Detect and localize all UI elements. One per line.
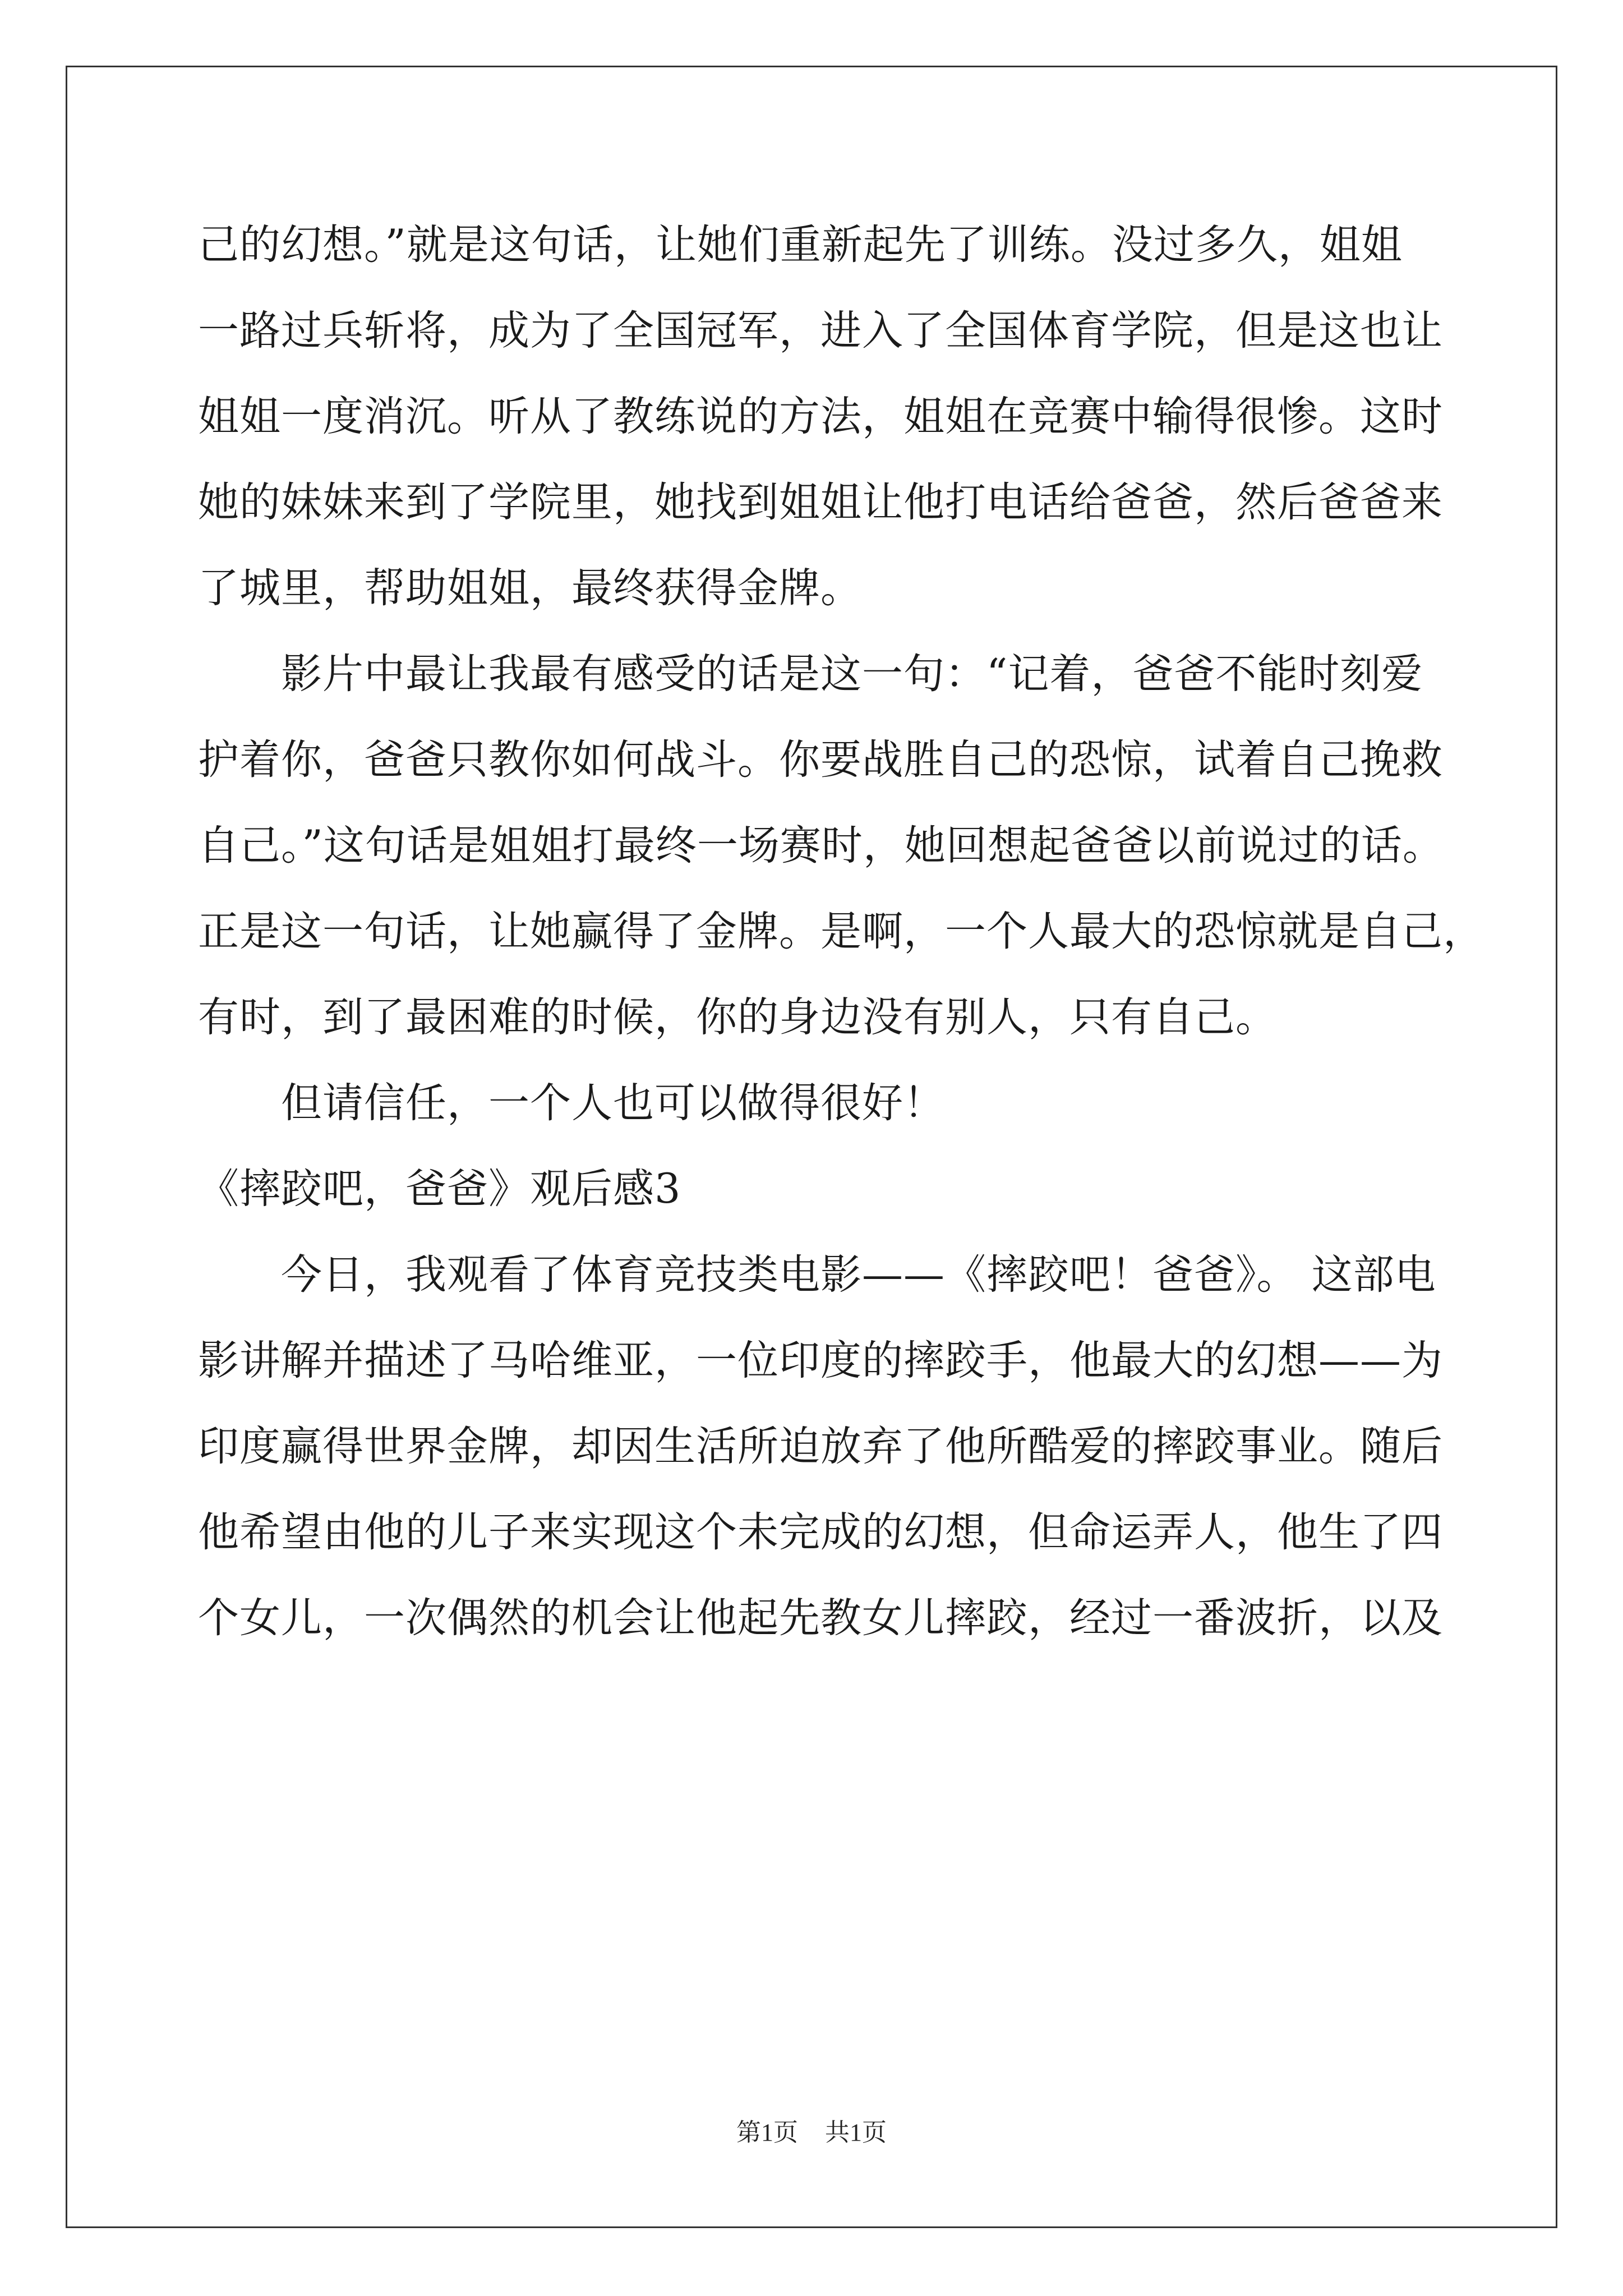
paragraph-start-line: 影片中最让我最有感受的话是这一句：“记着，爸爸不能时刻爱 (198, 650, 1423, 698)
text-line: 姐姐一度消沉。听从了教练说的方法，姐姐在竞赛中输得很惨。这时 (198, 393, 1443, 440)
text-line: 了城里，帮助姐姐，最终获得金牌。 (198, 564, 862, 612)
text-line: 正是这一句话，让她赢得了金牌。是啊，一个人最大的恐惊就是自己， (198, 908, 1484, 955)
text-line: 自己。”这句话是姐姐打最终一场赛时，她回想起爸爸以前说过的话。 (198, 822, 1444, 869)
text-line: 印度赢得世界金牌，却因生活所迫放弃了他所酷爱的摔跤事业。随后 (198, 1423, 1443, 1470)
text-line: 她的妹妹来到了学院里，她找到姐姐让他打电话给爸爸，然后爸爸来 (198, 478, 1443, 526)
text-line: 有时，到了最困难的时候，你的身边没有别人，只有自己。 (198, 993, 1277, 1041)
page-number: 第1页 (736, 2119, 798, 2146)
document-body (198, 221, 1484, 1683)
text-line: 影讲解并描述了马哈维亚，一位印度的摔跤手，他最大的幻想——为 (198, 1337, 1443, 1384)
text-line: 护着你，爸爸只教你如何战斗。你要战胜自己的恐惊，试着自己挽救 (198, 736, 1443, 784)
text-line: 他希望由他的儿子来实现这个未完成的幻想，但命运弄人，他生了四 (198, 1508, 1443, 1556)
text-line: 一路过兵斩将，成为了全国冠军，进入了全国体育学院，但是这也让 (198, 307, 1443, 355)
page-footer (0, 2120, 1623, 2145)
section-heading: 《摔跤吧，爸爸》观后感3 (198, 1165, 681, 1213)
paragraph-start-line: 今日，我观看了体育竞技类电影——《摔跤吧！爸爸》。 这部电 (198, 1251, 1436, 1299)
text-line: 个女儿，一次偶然的机会让他起先教女儿摔跤，经过一番波折，以及 (198, 1594, 1443, 1642)
text-line: 己的幻想。”就是这句话，让她们重新起先了训练。没过多久，姐姐 (198, 221, 1403, 269)
page-total: 共1页 (825, 2119, 887, 2146)
paragraph-start-line: 但请信任，一个人也可以做得很好！ (198, 1079, 945, 1127)
